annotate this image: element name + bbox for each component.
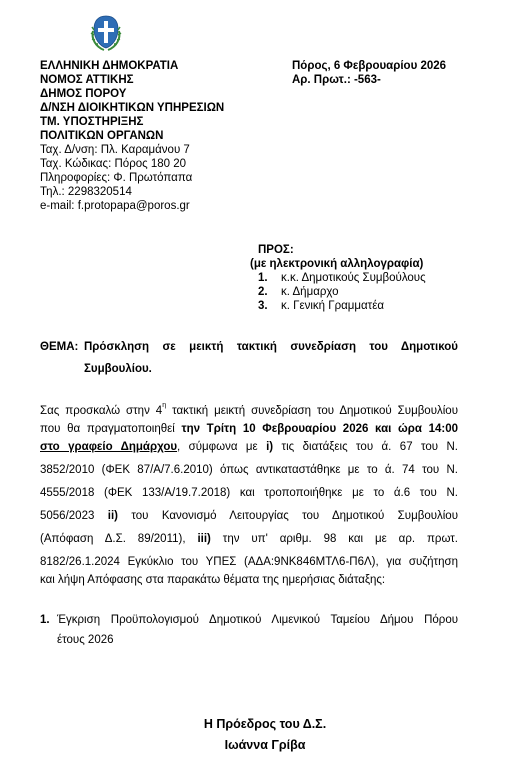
protocol-number: Αρ. Πρωτ.: -563- bbox=[292, 74, 381, 86]
contact-email: e-mail: f.protopapa@poros.gr bbox=[40, 200, 190, 212]
body-line: και λήψη Απόφασης στα παρακάτω θέματα της ημερήσιας διάταξης: bbox=[40, 574, 386, 586]
body-line: 5056/2023 ii) του Κανονισμό Λειτουργίας του Δημοτικού Συμβουλίου bbox=[40, 510, 458, 522]
subject-text: Πρόσκληση σε μεικτή τακτική συνεδρίαση του Δημοτικού bbox=[84, 341, 458, 353]
header-municipality: ΔΗΜΟΣ ΠΟΡΟΥ bbox=[40, 88, 127, 100]
body-line: 4555/2018 (ΦΕΚ 133/Α/19.7.2018) και τροποποιήθηκε με το ά.6 του Ν. bbox=[40, 487, 458, 499]
recipients-subtitle: (με ηλεκτρονική αλληλογραφία) bbox=[250, 258, 424, 270]
recipient-text: κ.κ. Δημοτικούς Συμβούλους bbox=[281, 272, 426, 284]
body-line: Σας προσκαλώ στην $4^\eta$ τακτική μεικτή συνεδρίαση του Δημοτικού Συμβουλίου bbox=[40, 402, 458, 417]
contact-postal-code: Ταχ. Κώδικας: Πόρος 180 20 bbox=[40, 158, 187, 170]
agenda-num: 1. bbox=[40, 614, 50, 626]
contact-address: Ταχ. Δ/νση: Πλ. Καραμάνου 7 bbox=[40, 144, 190, 156]
greek-coat-of-arms-icon bbox=[89, 13, 123, 53]
recipients-title: ΠΡΟΣ: bbox=[258, 244, 294, 256]
contact-phone: Τηλ.: 2298320514 bbox=[40, 186, 132, 198]
signature-name: Ιωάννα Γρίβα bbox=[224, 738, 306, 752]
body-line: στο γραφείο Δημάρχου, σύμφωνα με i) τις διατάξεις του ά. 67 του Ν. bbox=[40, 441, 458, 453]
place-date: Πόρος, 6 Φεβρουαρίου 2026 bbox=[292, 60, 447, 72]
header-prefecture: ΝΟΜΟΣ ΑΤΤΙΚΗΣ bbox=[40, 74, 134, 86]
subject-label: ΘΕΜΑ: bbox=[40, 341, 79, 353]
header-country: ΕΛΛΗΝΙΚΗ ΔΗΜΟΚΡΑΤΙΑ bbox=[40, 60, 179, 72]
header-directorate: Δ/ΝΣΗ ΔΙΟΙΚΗΤΙΚΩΝ ΥΠΗΡΕΣΙΩΝ bbox=[40, 102, 225, 114]
signature-role: Η Πρόεδρος του Δ.Σ. bbox=[203, 717, 327, 731]
recipient-num: 2. bbox=[258, 286, 268, 298]
header-department-cont: ΠΟΛΙΤΙΚΩΝ ΟΡΓΑΝΩΝ bbox=[40, 130, 164, 142]
body-line: (Απόφαση Δ.Σ. 89/2011), iii) την υπ' αριθμ. 98 και με αρ. πρωτ. bbox=[40, 533, 458, 545]
contact-info-person: Πληροφορίες: Φ. Πρωτόπαπα bbox=[40, 172, 193, 184]
body-line: που θα πραγματοποιηθεί την Τρίτη 10 Φεβρουαρίου 2026 και ώρα 14:00 bbox=[40, 423, 458, 435]
body-line: 8182/26.1.2024 Εγκύκλιο του ΥΠΕΣ (ΑΔΑ:9ΝΚ846ΜΤΛ6-Π6Λ), για συζήτηση bbox=[40, 556, 458, 568]
recipient-text: κ. Δήμαρχο bbox=[281, 286, 339, 298]
recipient-num: 1. bbox=[258, 272, 268, 284]
body-line: 3852/2010 (ΦΕΚ 87/Α/7.6.2010) όπως αντικαταστάθηκε με το ά. 74 του Ν. bbox=[40, 464, 458, 476]
recipient-text: κ. Γενική Γραμματέα bbox=[281, 300, 384, 312]
agenda-item-text: Έγκριση Προϋπολογισμού Δημοτικού Λιμενικού Ταμείου Δήμου Πόρου bbox=[57, 614, 458, 626]
recipient-num: 3. bbox=[258, 300, 268, 312]
subject-text-cont: Συμβουλίου. bbox=[84, 363, 152, 375]
agenda-item-text-cont: έτους 2026 bbox=[57, 634, 114, 646]
header-department: ΤΜ. ΥΠΟΣΤΗΡΙΞΗΣ bbox=[40, 116, 144, 128]
